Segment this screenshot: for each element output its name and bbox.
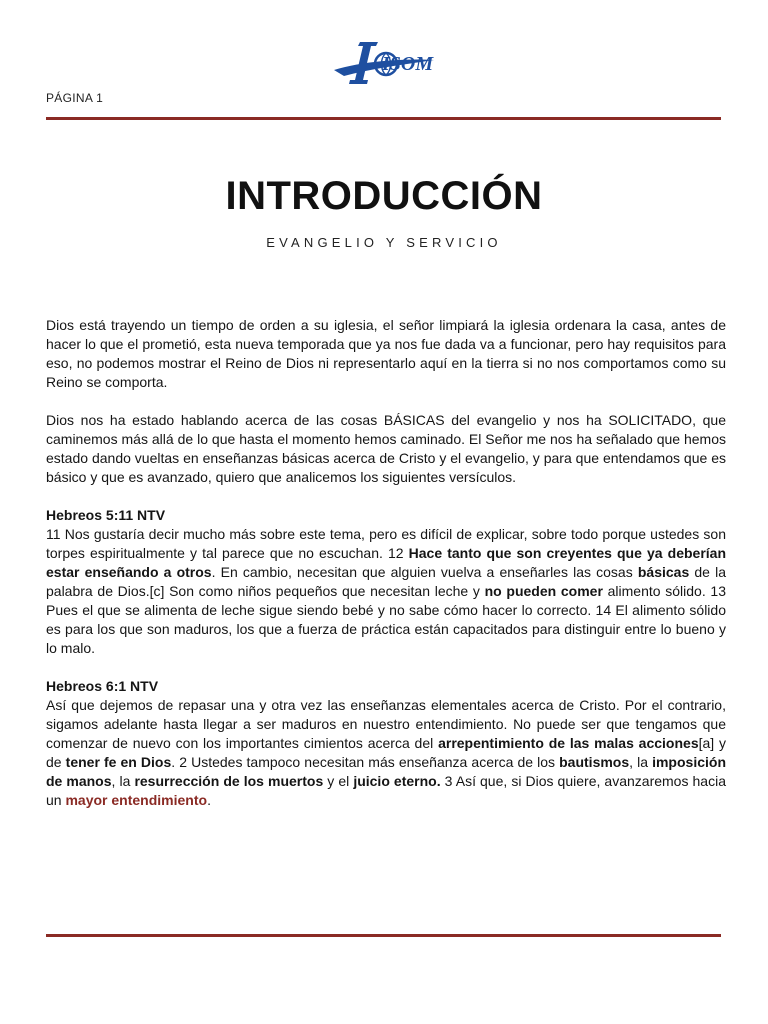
section-heading-hebreos-6-1: Hebreos 6:1 NTV bbox=[46, 678, 159, 694]
verse-emphasis: Hace tanto que son creyentes que ya deberían estar enseñando a otros bbox=[46, 545, 726, 580]
verse-emphasis: tener fe en Dios bbox=[65, 754, 172, 770]
section-heading-hebreos-5-11: Hebreos 5:11 NTV bbox=[46, 507, 166, 523]
verse-emphasis: no pueden comer bbox=[484, 583, 603, 599]
page-number: PÁGINA 1 bbox=[46, 91, 104, 105]
verse-text: 11 Nos gustaría decir mucho más sobre este tema, pero es difícil de explicar, sobre todo porque ustedes son torpes espiritualmente y tal parece que no escuchan. 12 bbox=[46, 526, 726, 561]
verse-text: Así que dejemos de repasar una y otra vez las enseñanzas elementales acerca de Cristo. Por el contrario, sigamos adelante hasta llegar a ser maduros en nuestro entendimiento. No puede ser que tengamos que comenzar de nuevo con los importantes cimientos acerca del bbox=[46, 697, 726, 751]
verse-emphasis: imposición de manos bbox=[46, 754, 726, 789]
verse-text: . En cambio, necesitan que alguien vuelva a enseñarles las cosas bbox=[211, 564, 638, 580]
intro-paragraph-2: Dios nos ha estado hablando acerca de las cosas BÁSICAS del evangelio y nos ha SOLICITADO, que caminemos más allá de lo que hasta el momento hemos caminado. El Señor me nos ha señalado que hemos estado dando vueltas en enseñanzas básicas acerca de Cristo y el evangelio, y para que entendamos que es básico y que es avanzado, quiero que analicemos los siguientes versículos. bbox=[46, 412, 726, 485]
verse-text: [a] y de bbox=[46, 735, 727, 770]
page-subtitle: EVANGELIO Y SERVICIO bbox=[266, 235, 502, 250]
document-body bbox=[46, 316, 726, 829]
intro-paragraph-1: Dios está trayendo un tiempo de orden a su iglesia, el señor limpiará la iglesia ordenara la casa, antes de hacer lo que el prometió, esta nueva temporada que ya nos fue dada va a funcionar, pero hay requisitos para eso, no podemos mostrar el Reino de Dios ni representarlo aquí en la tierra si no nos comportamos como su Reino se comporta. bbox=[46, 317, 726, 390]
accent-highlight: mayor entendimiento bbox=[65, 792, 208, 808]
verse-text: . bbox=[207, 792, 211, 808]
verse-text: y el bbox=[323, 773, 354, 789]
verse-text: , la bbox=[111, 773, 135, 789]
verse-emphasis: juicio eterno. bbox=[353, 773, 441, 789]
verse-text: , la bbox=[629, 754, 653, 770]
page-title: INTRODUCCIÓN bbox=[225, 174, 543, 218]
verse-emphasis: resurrección de los muertos bbox=[134, 773, 324, 789]
verse-text: de la palabra de Dios.[c] Son como niños pequeños que necesitan leche y bbox=[46, 564, 727, 599]
logo-wordmark: ISOM bbox=[382, 53, 434, 75]
section-text-hebreos-6-1 bbox=[46, 696, 726, 810]
verse-emphasis: arrepentimiento de las malas acciones bbox=[438, 735, 699, 751]
bottom-divider bbox=[46, 934, 721, 937]
top-divider bbox=[46, 117, 721, 120]
verse-text: 3 Así que, si Dios quiere, avanzaremos hacia un bbox=[46, 773, 726, 808]
verse-text: . 2 Ustedes tampoco necesitan más enseñanza acerca de los bbox=[171, 754, 560, 770]
verse-text: alimento sólido. 13 Pues el que se alimenta de leche sigue siendo bebé y no sabe cómo hacer lo correcto. 14 El alimento sólido es para los que son maduros, los que a fuerza de práctica están capacitados para distinguir entre lo bueno y lo malo. bbox=[46, 583, 726, 656]
section-text-hebreos-5-11 bbox=[46, 525, 726, 658]
verse-emphasis: bautismos bbox=[559, 754, 630, 770]
isom-logo bbox=[330, 36, 440, 92]
verse-emphasis: básicas bbox=[637, 564, 690, 580]
